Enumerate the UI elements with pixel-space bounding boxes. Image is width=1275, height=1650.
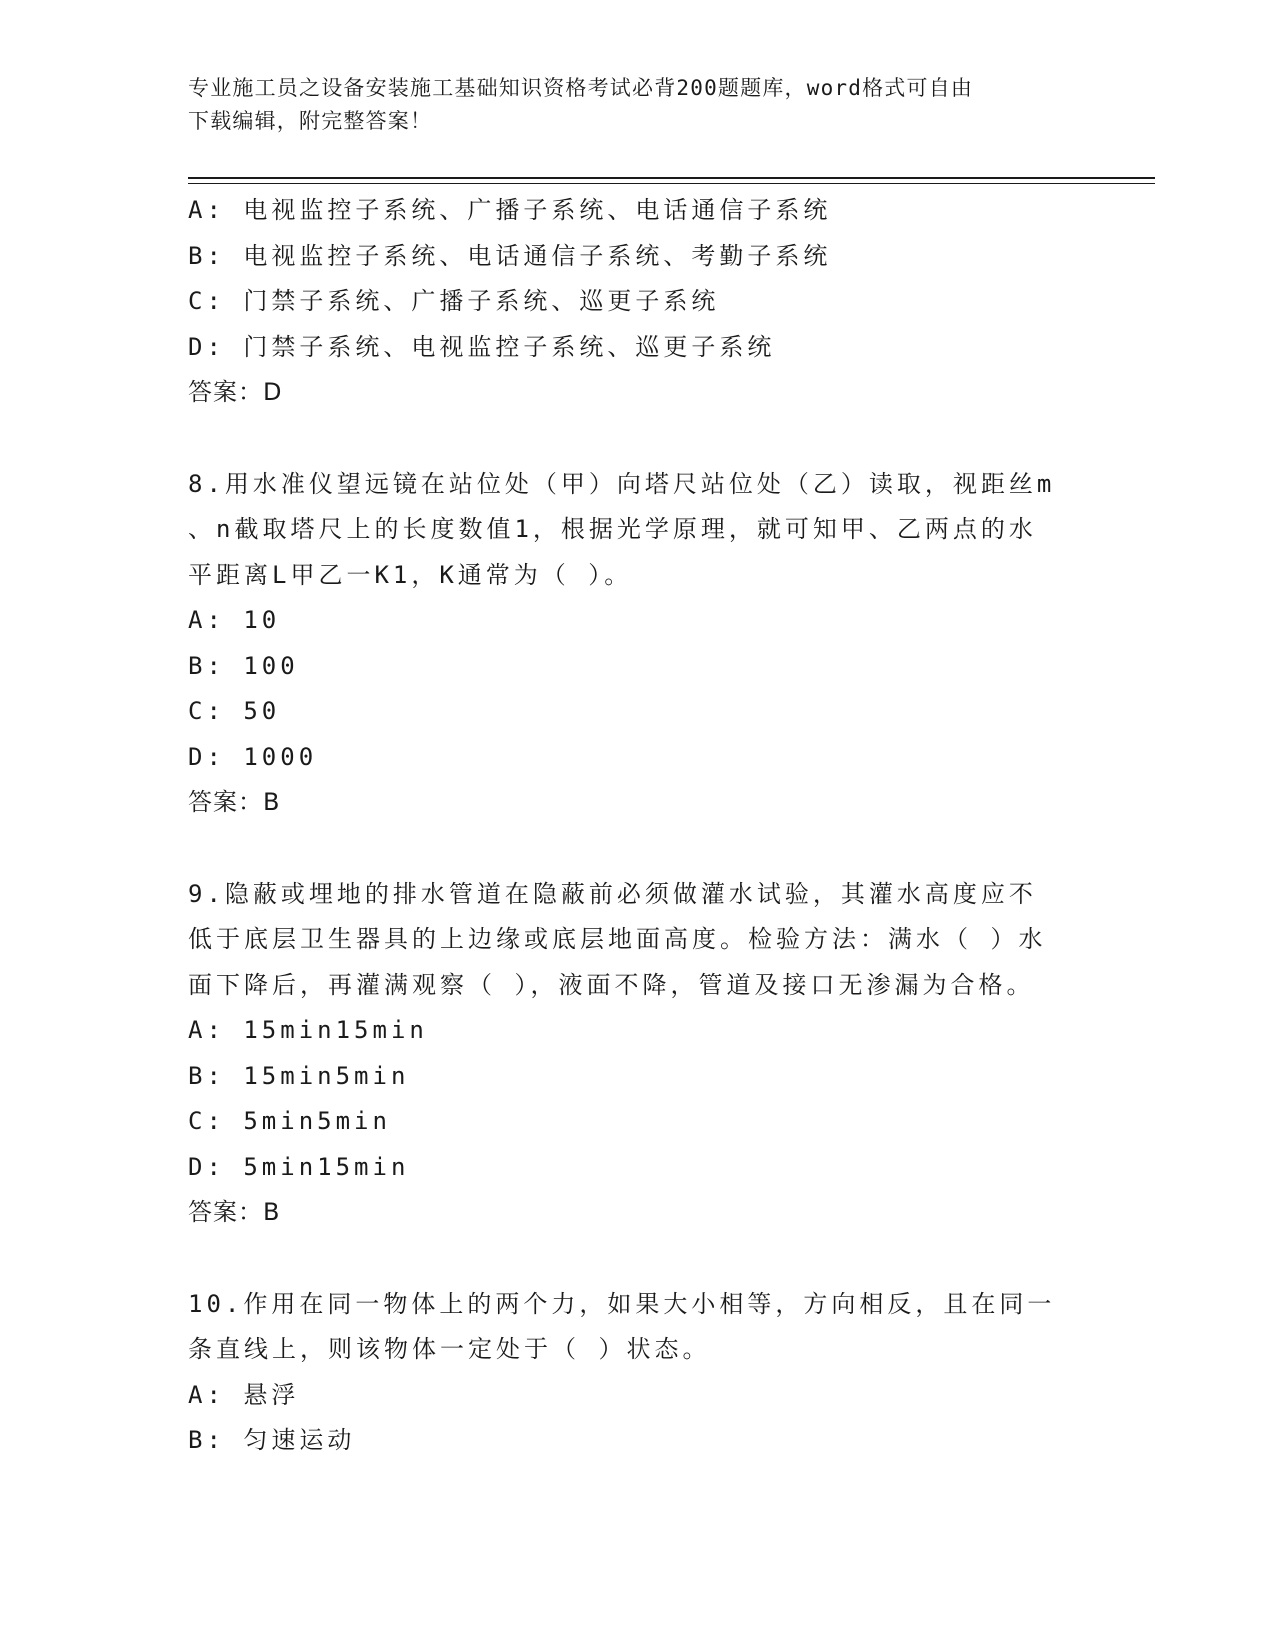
question-stem-line: 、n截取塔尺上的长度数值1，根据光学原理，就可知甲、乙两点的水 [188, 515, 1037, 543]
question-stem-line: 10.作用在同一物体上的两个力，如果大小相等，方向相反，且在同一 [188, 1289, 1056, 1318]
spacer [188, 826, 1088, 872]
option-c: C: 50 [188, 697, 281, 725]
question-8 [188, 462, 1088, 826]
option-b: B: 匀速运动 [188, 1426, 356, 1454]
option-d: D: 门禁子系统、电视监控子系统、巡更子系统 [188, 332, 776, 361]
answer: 答案：B [188, 1198, 281, 1226]
option-a: A: 悬浮 [188, 1380, 300, 1409]
option-b: B: 100 [188, 651, 299, 680]
document-header [188, 72, 1088, 138]
option-b: B: 15min5min [188, 1061, 410, 1090]
header-divider-thick [188, 177, 1155, 179]
answer: 答案：D [188, 378, 283, 406]
question-9 [188, 872, 1088, 1236]
question-stem-line: 8.用水准仪望远镜在站位处（甲）向塔尺站位处（乙）读取，视距丝m [188, 469, 1056, 498]
option-c: C: 门禁子系统、广播子系统、巡更子系统 [188, 287, 720, 315]
question-stem-line: 条直线上，则该物体一定处于（ ）状态。 [188, 1335, 711, 1363]
option-a: A: 电视监控子系统、广播子系统、电话通信子系统 [188, 196, 832, 224]
question-stem-line: 平距离L甲乙一K1，K通常为（ ）。 [188, 560, 633, 589]
header-divider-thin [188, 183, 1155, 184]
option-b: B: 电视监控子系统、电话通信子系统、考勤子系统 [188, 241, 832, 270]
option-c: C: 5min5min [188, 1107, 391, 1135]
question-stem-line: 9.隐蔽或埋地的排水管道在隐蔽前必须做灌水试验，其灌水高度应不 [188, 879, 1037, 908]
question-stem-line: 面下降后，再灌满观察（ ），液面不降，管道及接口无渗漏为合格。 [188, 970, 1035, 999]
option-d: D: 1000 [188, 742, 318, 771]
header-line-2: 下载编辑，附完整答案！ [188, 109, 433, 133]
spacer [188, 1236, 1088, 1282]
question-stem-line: 低于底层卫生器具的上边缘或底层地面高度。检验方法：满水（ ）水 [188, 925, 1047, 953]
document-body [188, 188, 1088, 1464]
header-line-1: 专业施工员之设备安装施工基础知识资格考试必背200题题库，word格式可自由 [188, 76, 974, 100]
option-d: D: 5min15min [188, 1152, 410, 1181]
option-a: A: 15min15min [188, 1016, 428, 1044]
option-a: A: 10 [188, 606, 281, 634]
spacer [188, 416, 1088, 462]
question-10 [188, 1282, 1088, 1464]
answer: 答案：B [188, 788, 281, 816]
question-7 [188, 188, 1088, 416]
